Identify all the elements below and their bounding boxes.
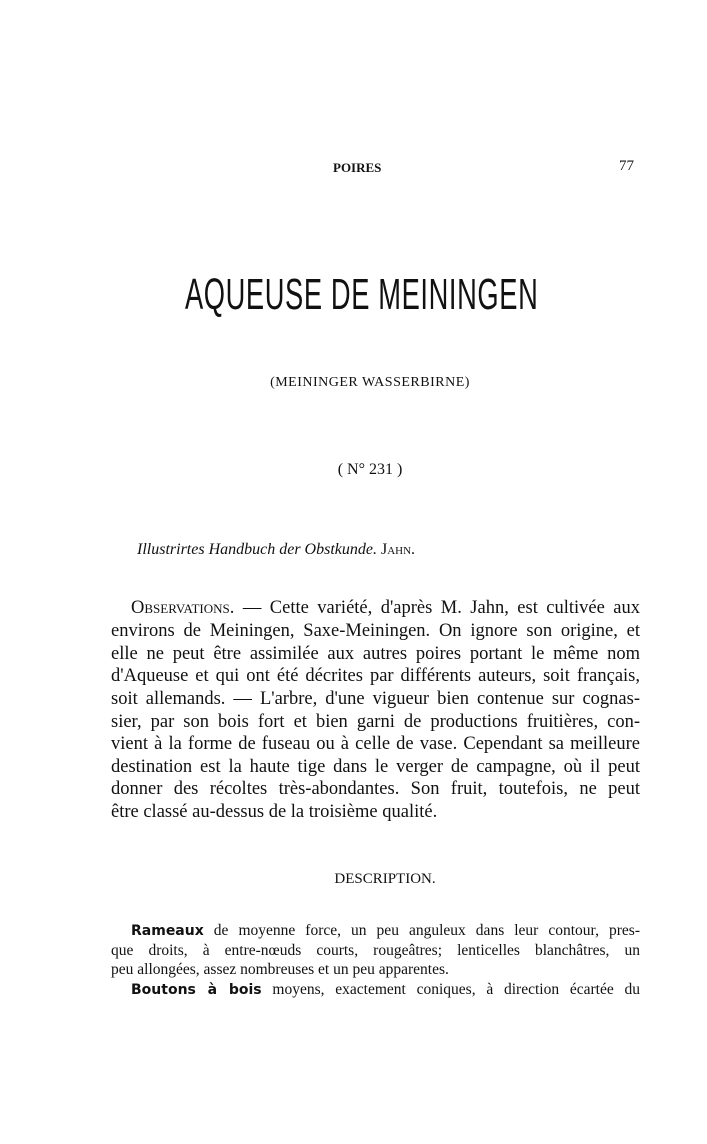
text-line: Boutons à bois moyens, exactement coniques, à direction écartée du xyxy=(131,981,640,998)
text-line: vient à la forme de fuseau ou à celle de vase. Cependant sa meilleure xyxy=(111,734,640,754)
text-line: d'Aqueuse et qui ont été décrites par différents auteurs, soit français, xyxy=(111,666,640,686)
text-line: elle ne peut être assimilée aux autres poires portant le même nom xyxy=(111,644,640,664)
text-line: Rameaux de moyenne force, un peu anguleux dans leur contour, pres- xyxy=(131,922,640,939)
text-line: être classé au-dessus de la troisième qualité. xyxy=(111,802,438,822)
text-line: donner des récoltes très-abondantes. Son fruit, toutefois, ne peut xyxy=(111,779,640,799)
citation-work: Illustrirtes Handbuch der Obstkunde. xyxy=(137,541,377,558)
text-line: peu allongées, assez nombreuses et un peu apparentes. xyxy=(111,961,449,978)
observations-lead: Observations. xyxy=(131,598,235,618)
page-number: 77 xyxy=(619,158,634,174)
page-title: AQUEUSE DE MEININGEN xyxy=(184,270,539,319)
text-line: que droits, à entre-nœuds courts, rougeâtres; lenticelles blanchâtres, un xyxy=(111,942,640,959)
rameaux-label: Rameaux xyxy=(131,923,204,939)
citation-author: Jahn. xyxy=(380,541,416,558)
text-line: Observations. — Cette variété, d'après M. Jahn, est cultivée aux xyxy=(131,598,640,618)
text-line: soit allemands. — L'arbre, d'une vigueur bien contenue sur cognas- xyxy=(111,689,640,709)
text-line: destination est la haute tige dans le verger de campagne, où il peut xyxy=(111,757,640,777)
text-line: environs de Meiningen, Saxe-Meiningen. On ignore son origine, et xyxy=(111,621,640,641)
variety-number: ( N° 231 ) xyxy=(337,461,403,478)
subtitle: (MEININGER WASSERBIRNE) xyxy=(270,375,470,390)
citation xyxy=(137,541,415,559)
running-title: POIRES xyxy=(333,160,382,175)
text-line: sier, par son bois fort et bien garni de productions fruitières, con- xyxy=(111,712,640,732)
description-heading: DESCRIPTION. xyxy=(334,871,436,887)
boutons-label: Boutons à bois xyxy=(131,982,262,998)
